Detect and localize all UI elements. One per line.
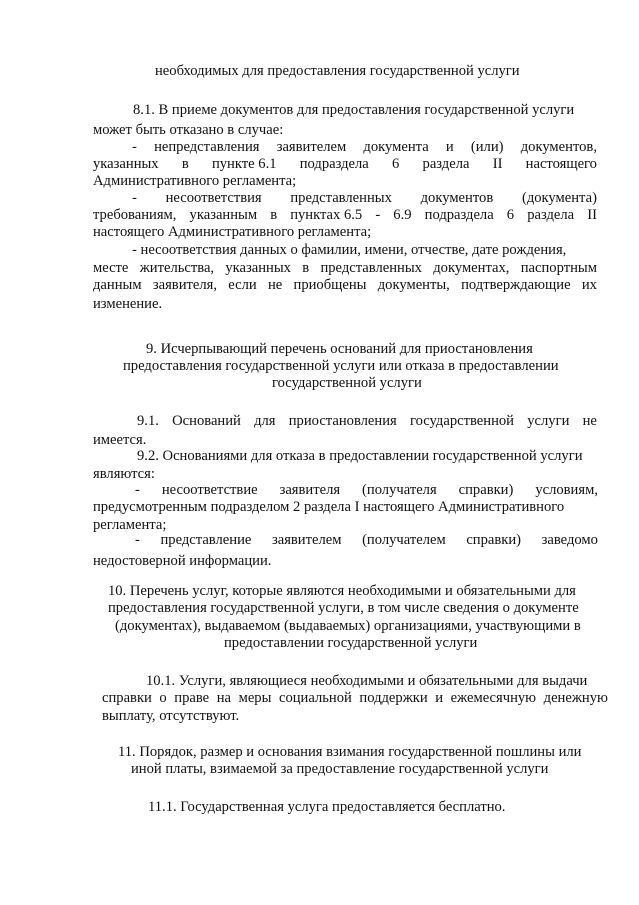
word: поддержки bbox=[359, 690, 428, 706]
word: - bbox=[135, 482, 140, 498]
word: требованиям, bbox=[93, 207, 177, 223]
word: в bbox=[181, 156, 189, 172]
word: подтверждающие bbox=[461, 277, 571, 293]
section-9-heading-line-1: 9. Исчерпывающий перечень оснований для приостановления bbox=[146, 341, 533, 357]
word: II bbox=[492, 156, 503, 172]
section-9-heading-line-2: предоставления государственной услуги или отказа в предоставлении bbox=[123, 358, 559, 374]
paragraph-8-1-line-2: может быть отказано в случае: bbox=[93, 122, 284, 138]
word: представленных bbox=[320, 260, 422, 276]
word: пункте 6.1 bbox=[211, 156, 277, 172]
paragraph-9-2-line-1: 9.2. Основаниями для отказа в предоставлении государственной услуги bbox=[137, 448, 583, 464]
word: денежную bbox=[543, 690, 608, 706]
paragraph-9-2-line-4: предусмотренным подразделом 2 раздела I настоящего Административного bbox=[93, 499, 565, 515]
paragraph-10-1-line-2 bbox=[102, 689, 608, 707]
word: заявителем bbox=[271, 532, 342, 548]
word: (или) bbox=[470, 139, 504, 155]
word: непредставления bbox=[154, 139, 260, 155]
word: подраздела bbox=[424, 207, 494, 223]
section-10-heading-line-3: (документах), выдаваемом (выдаваемых) организациями, участвующими в bbox=[115, 618, 581, 634]
paragraph-9-2-line-6 bbox=[135, 531, 598, 549]
word: настоящего bbox=[525, 156, 597, 172]
word: и bbox=[435, 690, 444, 706]
word: услуги bbox=[527, 413, 570, 429]
word: заявителем bbox=[276, 139, 347, 155]
word: Оснований bbox=[172, 413, 241, 429]
word: если bbox=[228, 277, 257, 293]
word: - bbox=[132, 139, 137, 155]
word: приобщены bbox=[293, 277, 367, 293]
paragraph-9-2-line-5: регламента; bbox=[93, 517, 167, 533]
word: заявителя, bbox=[152, 277, 217, 293]
word: справки bbox=[102, 690, 152, 706]
word: праве bbox=[174, 690, 210, 706]
word: документах, bbox=[433, 260, 510, 276]
word: 9.1. bbox=[137, 413, 159, 429]
section-10-heading-line-2: предоставления государственной услуги, в том числе сведения о документе bbox=[108, 600, 579, 616]
section-10-heading-line-1: 10. Перечень услуг, которые являются необходимыми и обязательными для bbox=[108, 583, 576, 599]
word: 6 bbox=[392, 156, 400, 172]
paragraph-9-1-line-2: имеется. bbox=[93, 432, 147, 448]
section-8-heading-tail: необходимых для предоставления государственной услуги bbox=[155, 63, 520, 79]
paragraph-8-1-line-7 bbox=[93, 206, 597, 224]
word: указанным bbox=[189, 207, 258, 223]
paragraph-9-2-line-7: недостоверной информации. bbox=[93, 553, 272, 569]
word: указанных bbox=[93, 156, 159, 172]
word: не bbox=[267, 277, 283, 293]
paragraph-11-1: 11.1. Государственная услуга предоставляется бесплатно. bbox=[148, 799, 506, 815]
word: месте bbox=[93, 260, 129, 276]
word: (получателем bbox=[362, 532, 446, 548]
paragraph-9-2-line-2: являются: bbox=[93, 466, 155, 482]
word: несоответствия bbox=[165, 190, 262, 206]
paragraph-8-1-line-11 bbox=[93, 276, 597, 294]
section-10-heading-line-4: предоставлении государственной услуги bbox=[224, 635, 478, 651]
word: раздела bbox=[422, 156, 470, 172]
word: приостановления bbox=[288, 413, 397, 429]
word: ежемесячную bbox=[450, 690, 537, 706]
section-11-heading-line-2: иной платы, взимаемой за предоставление государственной услуги bbox=[131, 761, 549, 777]
word: - несоответствия данных о фамилии, имени, отчестве, дате рождения, bbox=[132, 242, 567, 258]
word: подраздела bbox=[299, 156, 369, 172]
word: заявителя bbox=[279, 482, 341, 498]
paragraph-8-1-line-4 bbox=[93, 155, 597, 173]
word: документы, bbox=[377, 277, 450, 293]
word: в bbox=[270, 207, 278, 223]
word: - bbox=[135, 532, 140, 548]
word: указанных bbox=[225, 260, 291, 276]
section-11-heading-line-1: 11. Порядок, размер и основания взимания государственной пошлины или bbox=[118, 744, 582, 760]
word: пунктах 6.5 bbox=[290, 207, 363, 223]
word: (получателя bbox=[362, 482, 437, 498]
paragraph-10-1-line-3: выплату, отсутствуют. bbox=[102, 708, 240, 724]
paragraph-8-1-line-8: настоящего Административного регламента; bbox=[93, 224, 372, 240]
word: - bbox=[375, 207, 381, 223]
word: - bbox=[132, 190, 137, 206]
word: 6 bbox=[506, 207, 515, 223]
word: справки) bbox=[466, 532, 522, 548]
word: заведомо bbox=[541, 532, 598, 548]
word: государственной bbox=[409, 413, 514, 429]
paragraph-8-1-line-12: изменение. bbox=[93, 296, 163, 312]
word: о bbox=[159, 690, 167, 706]
word: 6.9 bbox=[393, 207, 412, 223]
paragraph-9-2-line-3 bbox=[135, 481, 598, 499]
word: несоответствие bbox=[161, 482, 258, 498]
paragraph-8-1-line-6 bbox=[132, 189, 597, 207]
word: паспортным bbox=[520, 260, 597, 276]
word: II bbox=[587, 207, 597, 223]
word: данным bbox=[93, 277, 142, 293]
word: раздела bbox=[527, 207, 575, 223]
word: (документа) bbox=[521, 190, 597, 206]
word: условиям, bbox=[535, 482, 598, 498]
word: не bbox=[582, 413, 597, 429]
word: справки) bbox=[458, 482, 514, 498]
word: для bbox=[254, 413, 276, 429]
paragraph-8-1-line-3 bbox=[132, 138, 597, 156]
section-9-heading-line-3: государственной услуги bbox=[272, 375, 422, 391]
word: документа bbox=[363, 139, 429, 155]
word: социальной bbox=[278, 690, 352, 706]
paragraph-8-1-line-5: Административного регламента; bbox=[93, 173, 297, 189]
paragraph-8-1-line-10 bbox=[93, 259, 597, 277]
paragraph-8-1-line-9 bbox=[132, 241, 597, 259]
word: их bbox=[581, 277, 597, 293]
word: жительства, bbox=[139, 260, 215, 276]
word: на bbox=[216, 690, 232, 706]
word: меры bbox=[238, 690, 272, 706]
paragraph-10-1-line-1: 10.1. Услуги, являющиеся необходимыми и обязательными для выдачи bbox=[146, 673, 588, 689]
word: и bbox=[445, 139, 454, 155]
word: документов bbox=[420, 190, 494, 206]
paragraph-8-1-line-1: 8.1. В приеме документов для предоставления государственной услуги bbox=[133, 102, 575, 118]
word: документов, bbox=[520, 139, 597, 155]
word: представление bbox=[160, 532, 252, 548]
word: в bbox=[302, 260, 310, 276]
paragraph-9-1-line-1 bbox=[137, 412, 597, 430]
word: представленных bbox=[290, 190, 392, 206]
